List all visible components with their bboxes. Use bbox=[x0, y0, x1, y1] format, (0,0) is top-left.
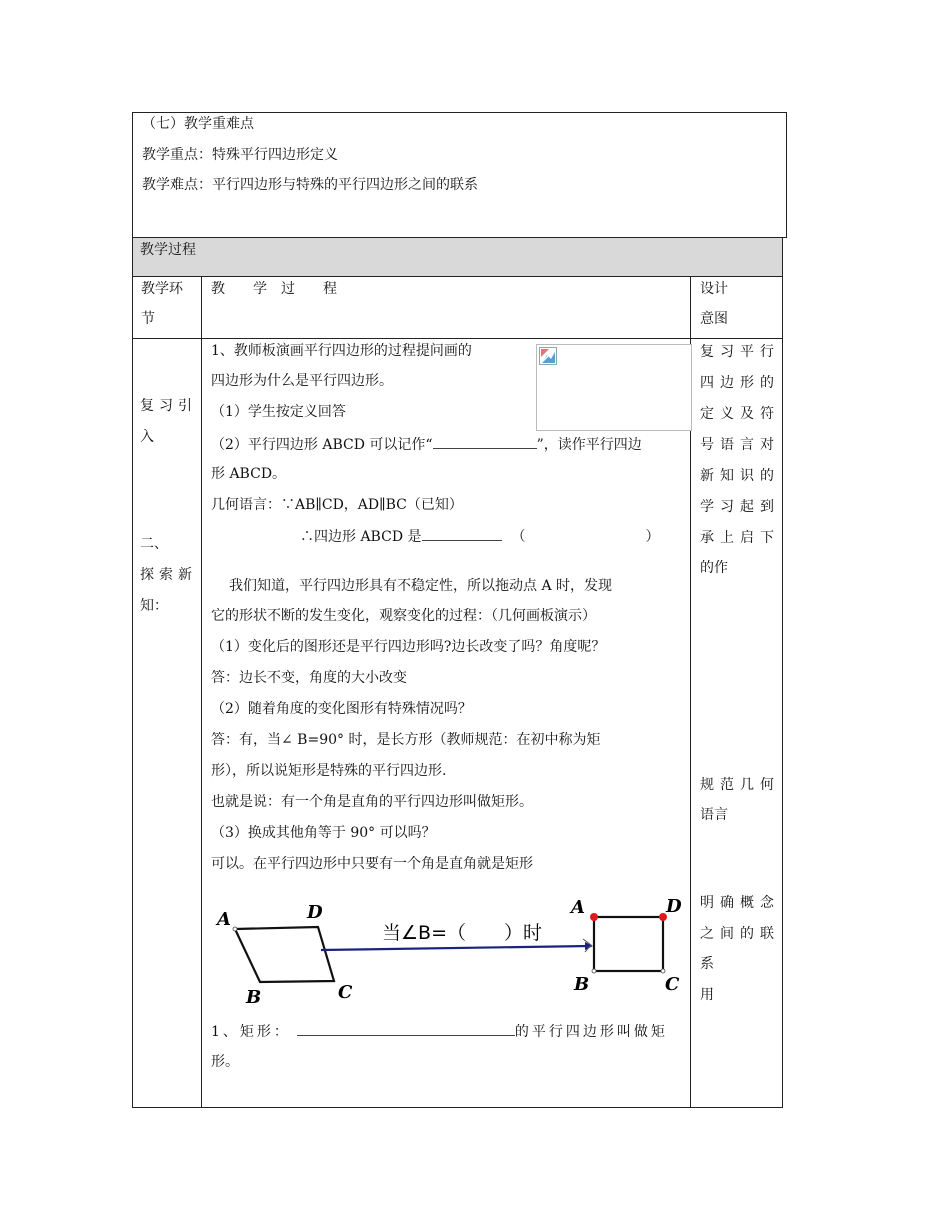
text-q2: （2）随着角度的变化图形有特殊情况吗？ bbox=[211, 701, 472, 717]
image-placeholder bbox=[536, 344, 692, 431]
text-p3c: 形 ABCD。 bbox=[211, 466, 287, 482]
intent-2-line: 语言 bbox=[700, 807, 728, 823]
intent-1-line: 的作 bbox=[700, 560, 728, 576]
point-a2 bbox=[590, 913, 598, 921]
intent-1-line: 号语言对 bbox=[700, 437, 774, 453]
parallelogram-rectangle-figure bbox=[205, 888, 685, 1018]
label-a2: A bbox=[571, 897, 585, 918]
intent-1-line: 承上启下 bbox=[700, 530, 774, 546]
difficulty: 教学难点：平行四边形与特殊的平行四边形之间的联系 bbox=[142, 177, 478, 193]
text-p6b: 它的形状不断的发生变化，观察变化的过程：（几何画板演示） bbox=[211, 608, 596, 624]
broken-image-icon bbox=[539, 347, 557, 365]
stage-review-line1: 复习引 bbox=[140, 398, 192, 414]
intent-1-line: 定义及符 bbox=[700, 406, 774, 422]
process-header-bg bbox=[132, 238, 783, 276]
label-d2: D bbox=[666, 896, 682, 917]
label-d1: D bbox=[307, 902, 323, 923]
label-b1: B bbox=[246, 987, 262, 1008]
intent-1-line: 学习起到 bbox=[700, 499, 774, 515]
label-c2: C bbox=[665, 974, 680, 995]
transform-arrow bbox=[321, 946, 590, 950]
text-q1: （1）变化后的图形还是平行四边形吗?边长改变了吗？角度呢？ bbox=[211, 639, 606, 655]
text-a2b: 形），所以说矩形是特殊的平行四边形. bbox=[211, 763, 447, 779]
text-a3: 可以。在平行四边形中只要有一个角是直角就是矩形 bbox=[211, 856, 533, 872]
intent-1-line: 四边形的 bbox=[700, 375, 774, 391]
col-stage-line1: 教学环 bbox=[141, 281, 183, 297]
col-intent-line1: 设计 bbox=[700, 281, 728, 297]
stage-review-line2: 入 bbox=[140, 429, 154, 445]
process-header: 教学过程 bbox=[140, 242, 196, 258]
label-a1: A bbox=[217, 909, 231, 930]
arrow-caption: 当∠B=（ ）时 bbox=[382, 922, 542, 944]
rectangle-shape bbox=[594, 917, 663, 971]
col-process: 教 学 过 程 bbox=[211, 281, 337, 297]
stage-explore-line1: 二、 bbox=[140, 536, 168, 552]
key-point: 教学重点：特殊平行四边形定义 bbox=[142, 147, 338, 163]
point-c2 bbox=[661, 969, 665, 973]
intent-3-line: 用 bbox=[700, 987, 714, 1003]
point-a1 bbox=[233, 927, 237, 931]
text-p2: （1）学生按定义回答 bbox=[211, 404, 346, 420]
intent-2-line: 规范几何 bbox=[700, 777, 774, 793]
col-intent-line2: 意图 bbox=[700, 311, 728, 327]
intent-1-line: 复习平行 bbox=[700, 344, 774, 360]
focus-heading: （七）教学重难点 bbox=[142, 116, 254, 132]
intent-3-line: 明确概念 bbox=[700, 895, 774, 911]
text-a2c: 也就是说：有一个角是直角的平行四边形叫做矩形。 bbox=[211, 794, 533, 810]
text-p1b: 四边形为什么是平行四边形。 bbox=[211, 373, 393, 389]
text-p3: （2）平行四边形 ABCD 可以记作“ ”，读作平行四边 bbox=[211, 434, 642, 455]
text-p1a: 1、教师板演画平行四边形的过程提问画的 bbox=[211, 343, 472, 359]
stage-explore-line3: 知： bbox=[140, 598, 168, 614]
parallelogram-shape bbox=[235, 927, 334, 982]
point-b2 bbox=[592, 969, 596, 973]
text-a2a: 答：有，当∠ B=90° 时，是长方形（教师规范：在初中称为矩 bbox=[211, 732, 601, 748]
text-def: 1、矩形： 的平行四边形叫做矩 bbox=[211, 1021, 668, 1042]
text-a1: 答：边长不变，角度的大小改变 bbox=[211, 670, 407, 686]
text-p6a: 我们知道，平行四边形具有不稳定性，所以拖动点 A 时，发现 bbox=[229, 578, 613, 594]
col-stage-line2: 节 bbox=[141, 311, 155, 327]
label-b2: B bbox=[574, 974, 590, 995]
text-q3: （3）换成其他角等于 90° 可以吗？ bbox=[211, 825, 436, 841]
text-p4: 几何语言：∵AB∥CD，AD∥BC（已知） bbox=[211, 497, 463, 513]
intent-3-line: 系 bbox=[700, 956, 714, 972]
intent-1-line: 新知识的 bbox=[700, 468, 774, 484]
stage-explore-line2: 探索新 bbox=[140, 567, 192, 583]
label-c1: C bbox=[338, 982, 353, 1003]
intent-3-line: 之间的联 bbox=[700, 926, 774, 942]
text-p5: ∴四边形 ABCD 是 （ ） bbox=[300, 526, 660, 547]
text-def-c: 形。 bbox=[211, 1054, 239, 1070]
